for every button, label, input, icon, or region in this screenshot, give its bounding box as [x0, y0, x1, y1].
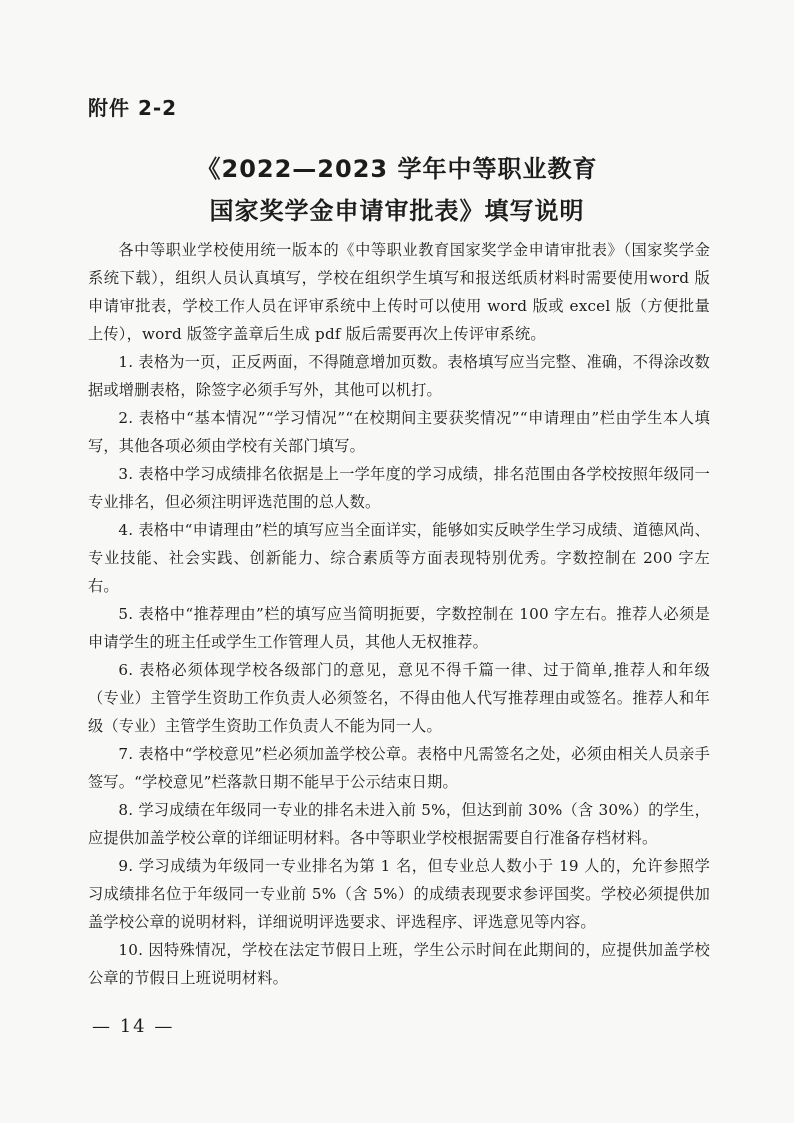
item-paragraph-7: 7. 表格中“学校意见”栏必须加盖学校公章。表格中凡需签名之处，必须由相关人员亲手签写。“学校意见”栏落款日期不能早于公示结束日期。	[88, 745, 710, 791]
item-paragraph-1: 1. 表格为一页，正反两面，不得随意增加页数。表格填写应当完整、准确，不得涂改数据或增删表格，除签字必须手写外，其他可以机打。	[88, 353, 710, 399]
item-paragraph-9: 9. 学习成绩为年级同一专业排名为第 1 名，但专业总人数小于 19 人的，允许参照学习成绩排名位于年级同一专业前 5%（含 5%）的成绩表现要求参评国奖。学校必须提供加盖学校公章的说明材料，详细说明评选要求、评选程序、评选意见等内容。	[88, 857, 710, 931]
item-paragraph-8: 8. 学习成绩在年级同一专业的排名未进入前 5%，但达到前 30%（含 30%）的学生，应提供加盖学校公章的详细证明材料。各中等职业学校根据需要自行准备存档材料。	[88, 801, 710, 847]
page-number: — 14 —	[92, 1016, 175, 1037]
item-paragraph-6: 6. 表格必须体现学校各级部门的意见，意见不得千篇一律、过于简单,推荐人和年级（专业）主管学生资助工作负责人必须签名，不得由他人代写推荐理由或签名。推荐人和年级（专业）主管学生资助工作负责人不能为同一人。	[88, 661, 710, 735]
attachment-label: 附件 2-2	[88, 96, 178, 120]
title-line-1: 《2022—2023 学年中等职业教育	[196, 155, 598, 183]
document-title	[0, 148, 794, 232]
item-paragraph-2: 2. 表格中“基本情况”“学习情况”“在校期间主要获奖情况”“申请理由”栏由学生本人填写，其他各项必须由学校有关部门填写。	[88, 409, 710, 455]
item-paragraph-5: 5. 表格中“推荐理由”栏的填写应当简明扼要，字数控制在 100 字左右。推荐人必须是申请学生的班主任或学生工作管理人员，其他人无权推荐。	[88, 605, 710, 651]
document-body	[88, 236, 710, 992]
item-paragraph-4: 4. 表格中“申请理由”栏的填写应当全面详实，能够如实反映学生学习成绩、道德风尚、专业技能、社会实践、创新能力、综合素质等方面表现特别优秀。字数控制在 200 字左右。	[88, 521, 710, 595]
intro-paragraph: 各中等职业学校使用统一版本的《中等职业教育国家奖学金申请审批表》（国家奖学金系统下载），组织人员认真填写，学校在组织学生填写和报送纸质材料时需要使用word 版申请审批表，学校工作人员在评审系统中上传时可以使用 word 版或 excel 版（方便批量上传），word 版签字盖章后生成 pdf 版后需要再次上传评审系统。	[88, 241, 710, 343]
title-line-2: 国家奖学金申请审批表》填写说明	[209, 197, 585, 225]
item-paragraph-3: 3. 表格中学习成绩排名依据是上一学年度的学习成绩，排名范围由各学校按照年级同一专业排名，但必须注明评选范围的总人数。	[88, 465, 710, 511]
item-paragraph-10: 10. 因特殊情况，学校在法定节假日上班，学生公示时间在此期间的，应提供加盖学校公章的节假日上班说明材料。	[88, 941, 710, 987]
